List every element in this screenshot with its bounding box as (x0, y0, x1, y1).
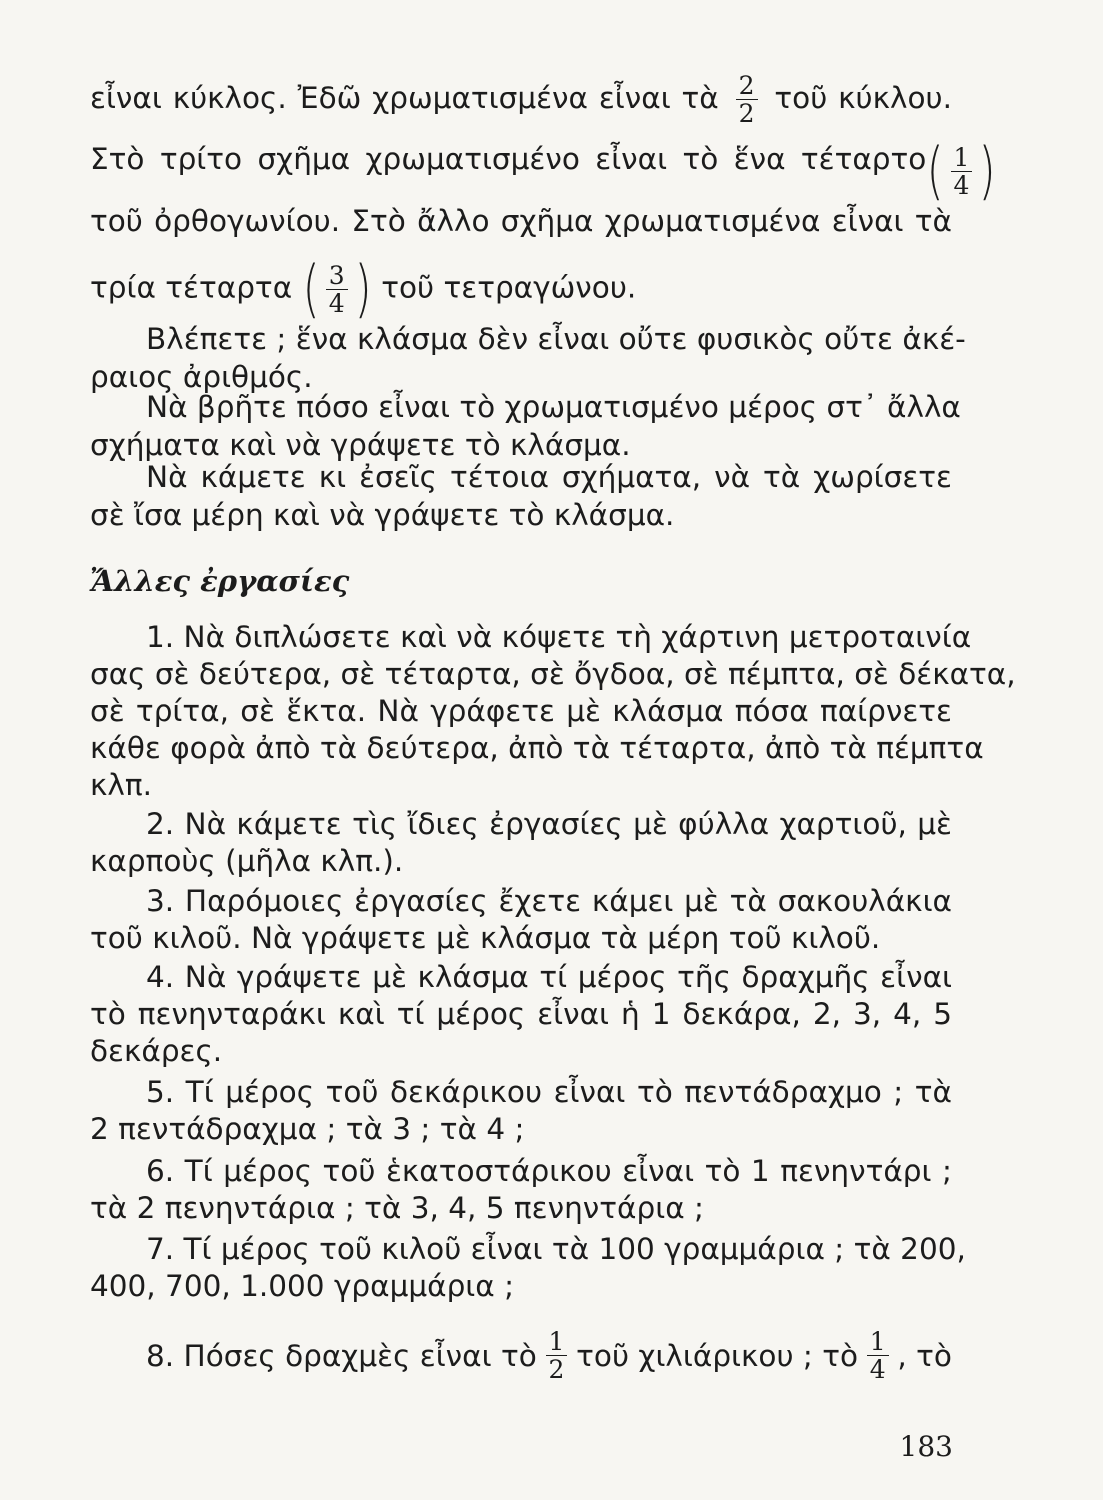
text: Στὸ τρίτο σχῆμα χρωματισμένο εἶναι τὸ ἕνα τέταρτο (90, 142, 927, 176)
item1-line2: σας σὲ δεύτερα, σὲ τέταρτα, σὲ ὄγδοα, σὲ πέμπτα, σὲ δέκατα, (90, 657, 1016, 691)
fraction-two-halves (736, 72, 758, 127)
text: εἶναι κύκλος. Ἐδῶ χρωματισμένα εἶναι τὰ (90, 81, 719, 115)
numerator: 2 (736, 72, 758, 100)
item5-line1: 5. Τί μέρος τοῦ δεκάρικου εἶναι τὸ πεντάδραχμο ; τὰ (146, 1075, 952, 1109)
denominator: 4 (869, 1355, 886, 1384)
item6-line2: τὰ 2 πενηντάρια ; τὰ 3, 4, 5 πενηντάρια ; (90, 1191, 704, 1225)
item1-line1: 1. Νὰ διπλώσετε καὶ νὰ κόψετε τὴ χάρτινη μετροταινία (146, 620, 972, 654)
text: τοῦ χιλιάρικου ; τὸ (576, 1338, 859, 1373)
para1-line1: Βλέπετε ; ἕνα κλάσμα δὲν εἶναι οὔτε φυσικὸς οὔτε ἀκέ- (146, 322, 966, 356)
denominator: 4 (328, 288, 345, 318)
item7-line2: 400, 700, 1.000 γραμμάρια ; (90, 1269, 515, 1303)
denominator: 2 (548, 1355, 565, 1384)
fraction-one-quarter-paren: ( $\frac{1}{4}$ ) (926, 134, 997, 207)
item4-line2: τὸ πενηνταράκι καὶ τί μέρος εἶναι ἡ 1 δεκάρα, 2, 3, 4, 5 (90, 997, 952, 1031)
para2-line2: σχήματα καὶ νὰ γράψετε τὸ κλάσμα. (90, 428, 631, 462)
text: τοῦ τετραγώνου. (381, 270, 637, 305)
item1-line4: κάθε φορὰ ἀπὸ τὰ δεύτερα, ἀπὸ τὰ τέταρτα, ἀπὸ τὰ πέμπτα (90, 731, 984, 765)
page-number: 183 (899, 1430, 953, 1463)
item4-line1: 4. Νὰ γράψετε μὲ κλάσμα τί μέρος τῆς δραχμῆς εἶναι (146, 960, 952, 994)
numerator: 1 (546, 1328, 568, 1356)
para3-line1: Νὰ κάμετε κι ἐσεῖς τέτοια σχήματα, νὰ τὰ χωρίσετε (146, 460, 952, 494)
intro-line-1 (90, 72, 952, 127)
numerator: 1 (951, 144, 973, 172)
item7-line1: 7. Τί μέρος τοῦ κιλοῦ εἶναι τὰ 100 γραμμάρια ; τὰ 200, (146, 1232, 966, 1266)
item1-line3: σὲ τρίτα, σὲ ἕκτα. Νὰ γράφετε μὲ κλάσμα πόσα παίρνετε (90, 694, 952, 728)
denominator: 4 (953, 170, 970, 200)
fraction-three-quarters-paren: ( $\frac{3}{4}$ ) (302, 252, 372, 325)
intro-line-3: τοῦ ὀρθογωνίου. Στὸ ἄλλο σχῆμα χρωματισμένα εἶναι τὰ (90, 204, 952, 238)
item2-line2: καρποὺς (μῆλα κλπ.). (90, 844, 404, 878)
item2-line1: 2. Νὰ κάμετε τὶς ἴδιες ἐργασίες μὲ φύλλα χαρτιοῦ, μὲ (146, 807, 952, 841)
numerator: 3 (326, 262, 348, 290)
text: 8. Πόσες δραχμὲς εἶναι τὸ (146, 1338, 537, 1373)
fraction-one-half (546, 1328, 568, 1383)
item4-line3: δεκάρες. (90, 1034, 223, 1068)
text: τρία τέταρτα (90, 270, 293, 305)
section-heading: Ἄλλες ἐργασίες (90, 564, 350, 598)
item3-line1: 3. Παρόμοιες ἐργασίες ἔχετε κάμει μὲ τὰ σακουλάκια (146, 884, 952, 918)
intro-line-4 (90, 252, 952, 325)
para1-line2: ραιος ἀριθμός. (90, 360, 313, 394)
para2-line1: Νὰ βρῆτε πόσο εἶναι τὸ χρωματισμένο μέρος στ᾽ ἄλλα (146, 390, 961, 424)
item5-line2: 2 πεντάδραχμα ; τὰ 3 ; τὰ 4 ; (90, 1112, 525, 1146)
denominator: 2 (738, 99, 755, 128)
text: , τὸ (897, 1338, 952, 1373)
intro-line-2 (90, 134, 997, 207)
item8-line1 (146, 1328, 952, 1383)
numerator: 1 (867, 1328, 889, 1356)
text: τοῦ κύκλου. (774, 81, 952, 115)
para3-line2: σὲ ἴσα μέρη καὶ νὰ γράψετε τὸ κλάσμα. (90, 498, 675, 532)
item6-line1: 6. Τί μέρος τοῦ ἑκατοστάρικου εἶναι τὸ 1 πενηντάρι ; (146, 1154, 952, 1188)
item3-line2: τοῦ κιλοῦ. Νὰ γράψετε μὲ κλάσμα τὰ μέρη τοῦ κιλοῦ. (90, 921, 881, 955)
item1-line5: κλπ. (90, 768, 152, 802)
fraction-one-quarter (867, 1328, 889, 1383)
